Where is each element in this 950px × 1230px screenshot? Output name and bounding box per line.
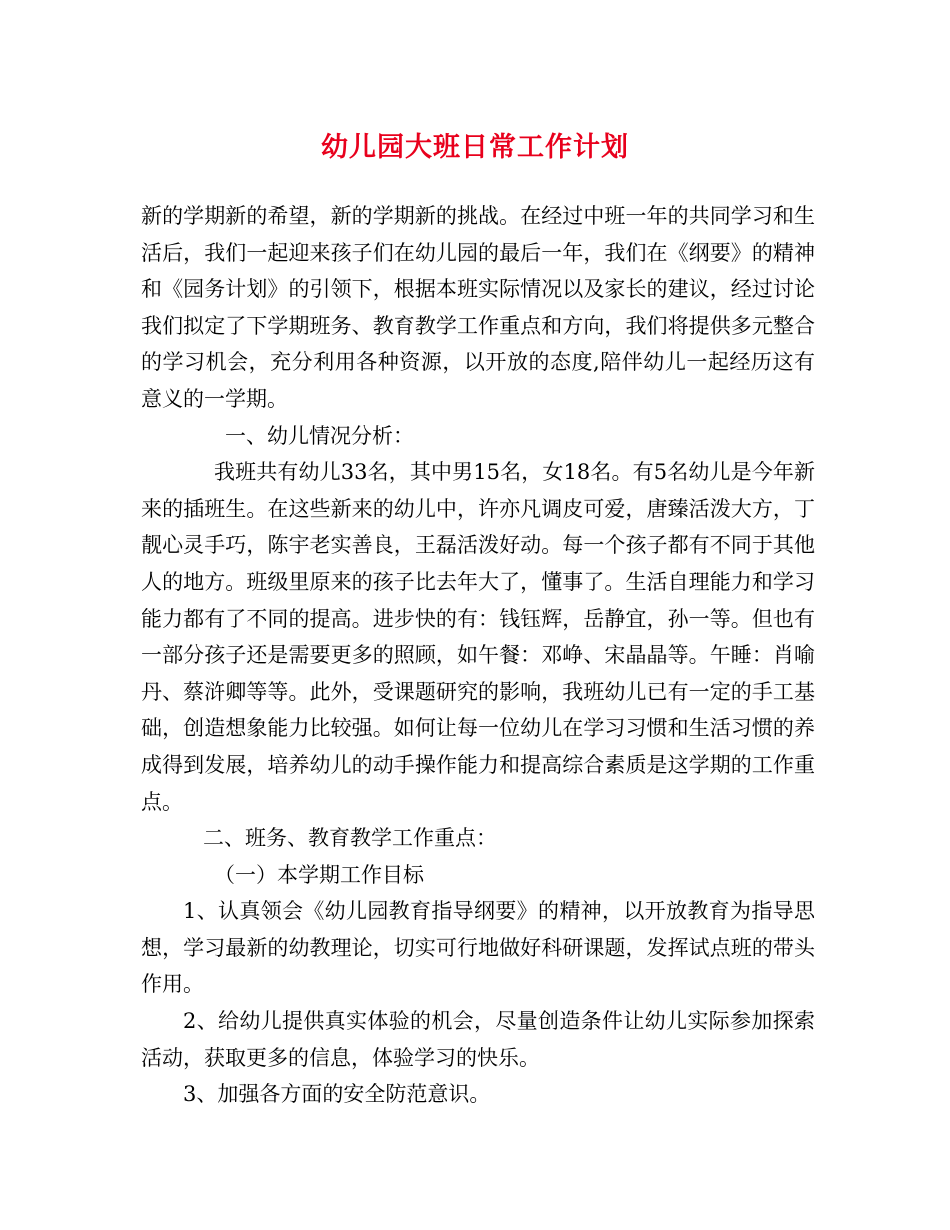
child-analysis-paragraph: 我班共有幼儿33名，其中男15名，女18名。有5名幼儿是今年新来的插班生。在这些新来的幼儿中，许亦凡调皮可爱，唐臻活泼大方，丁靓心灵手巧，陈宇老实善良，王磊活泼好动。每一个孩子都有不同于其他人的地方。班级里原来的孩子比去年大了，懂事了。生活自理能力和学习能力都有了不同的提高。进步快的有：钱钰辉，岳静宜，孙一等。但也有一部分孩子还是需要更多的照顾，如午餐：邓峥、宋晶晶等。午睡：肖喻丹、蔡浒卿等等。此外，受课题研究的影响，我班幼儿已有一定的手工基础，创造想象能力比较强。如何让每一位幼儿在学习习惯和生活习惯的养成得到发展，培养幼儿的动手操作能力和提高综合素质是这学期的工作重点。: [141, 460, 815, 814]
document-title: 幼儿园大班日常工作计划: [321, 132, 629, 163]
goal-item-1: 1、认真领会《幼儿园教育指导纲要》的精神，以开放教育为指导思想，学习最新的幼教理论，切实可行地做好科研课题，发挥试点班的带头作用。: [141, 899, 815, 997]
document-body: [141, 198, 815, 1113]
section-heading-work-focus: 二、班务、教育教学工作重点：: [203, 826, 497, 851]
goal-item-2: 2、给幼儿提供真实体验的机会，尽量创造条件让幼儿实际参加探索活动，获取更多的信息，体验学习的快乐。: [141, 1009, 815, 1070]
intro-paragraph: 新的学期新的希望，新的学期新的挑战。在经过中班一年的共同学习和生活后，我们一起迎来孩子们在幼儿园的最后一年，我们在《纲要》的精神和《园务计划》的引领下，根据本班实际情况以及家长的建议，经过讨论我们拟定了下学期班务、教育教学工作重点和方向，我们将提供多元整合的学习机会，充分利用各种资源，以开放的态度,陪伴幼儿一起经历这有意义的一学期。: [141, 204, 815, 411]
section-heading-child-analysis: 一、幼儿情况分析：: [225, 423, 414, 448]
subsection-heading-goals: （一）本学期工作目标: [214, 862, 424, 887]
goal-item-3: 3、加强各方面的安全防范意识。: [183, 1082, 491, 1107]
